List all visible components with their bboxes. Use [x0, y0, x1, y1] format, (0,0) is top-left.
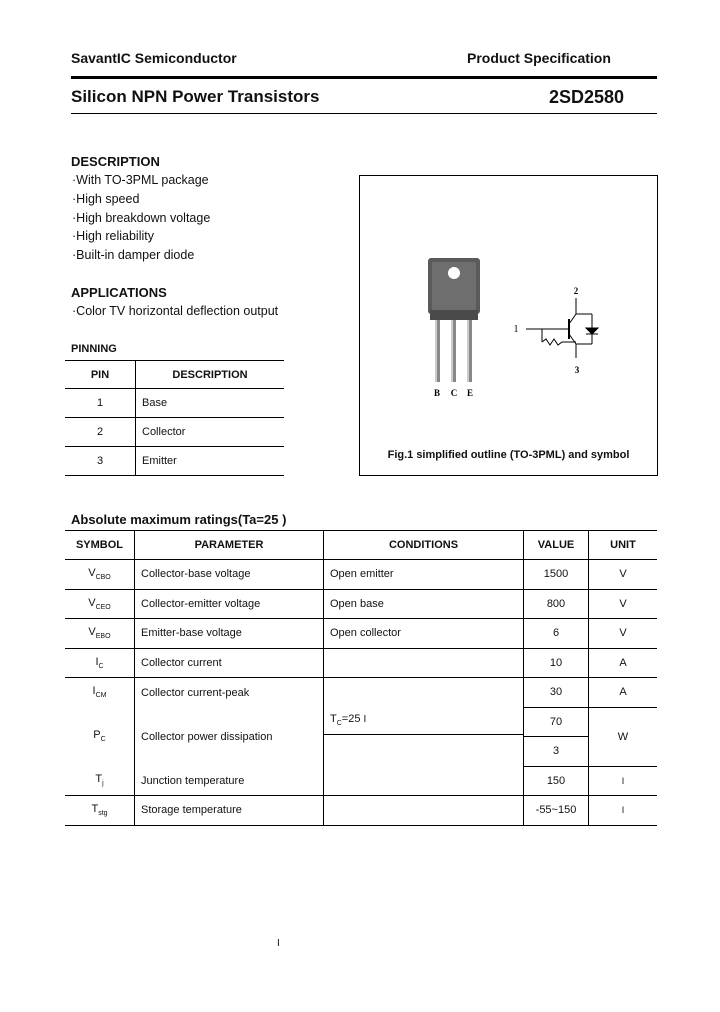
transistor-symbol: [526, 298, 598, 358]
package-outline-image: [360, 176, 657, 426]
unit-cell: V: [589, 619, 658, 649]
page-mark: I: [277, 938, 280, 949]
pinning-heading: PINNING: [71, 343, 117, 355]
conditions-cell: [324, 796, 524, 826]
symbol-label-emitter: 3: [574, 365, 580, 375]
feature-item: ·High speed: [72, 192, 140, 206]
column-header: SYMBOL: [65, 531, 135, 560]
unit-cell: I: [589, 766, 658, 796]
pin-number: 3: [65, 447, 136, 476]
symbol-cell: $I_C$: [65, 648, 135, 678]
value-cell: 30: [524, 678, 589, 708]
feature-item: ·Built-in damper diode: [72, 248, 195, 262]
lead-label-b: B: [433, 388, 441, 398]
parameter-cell: Storage temperature: [135, 796, 324, 826]
header-rule-top: [71, 76, 657, 79]
feature-item: ·With TO-3PML package: [72, 173, 209, 187]
table-row: [65, 678, 657, 708]
value-cell: 150: [524, 766, 589, 796]
symbol-label-collector: 2: [573, 286, 579, 296]
value-cell: 10: [524, 648, 589, 678]
application-item: ·Color TV horizontal deflection output: [72, 304, 279, 318]
value-cell: 1500: [524, 560, 589, 590]
symbol-label-base: 1: [513, 324, 519, 335]
value-cell: 3: [524, 737, 589, 767]
table-row: [65, 589, 657, 619]
value-cell: -55~150: [524, 796, 589, 826]
description-heading: DESCRIPTION: [71, 154, 160, 169]
unit-cell: W: [589, 707, 658, 766]
value-cell: 6: [524, 619, 589, 649]
pin-description: Base: [136, 389, 285, 418]
unit-cell: A: [589, 678, 658, 708]
product-title: Silicon NPN Power Transistors: [71, 87, 320, 106]
table-header-row: [65, 531, 657, 560]
company-name: SavantIC Semiconductor: [71, 50, 237, 66]
column-header: VALUE: [524, 531, 589, 560]
figure-box: [359, 175, 658, 476]
column-header: DESCRIPTION: [136, 361, 285, 389]
table-row: [65, 389, 284, 418]
ratings-title: Absolute maximum ratings(Ta=25 ): [71, 512, 287, 527]
column-header: PARAMETER: [135, 531, 324, 560]
table-row: [65, 796, 657, 826]
document-type: Product Specification: [467, 50, 611, 66]
table-header-row: [65, 361, 284, 389]
conditions-cell: Open collector: [324, 619, 524, 649]
figure-caption: Fig.1 simplified outline (TO-3PML) and symbol: [387, 449, 630, 461]
pinning-table: [65, 360, 284, 476]
symbol-cell: $P_C$: [65, 707, 135, 766]
unit-cell: I: [589, 796, 658, 826]
table-row: [65, 560, 657, 590]
lead-label-e: E: [466, 388, 474, 398]
pin-description: Emitter: [136, 447, 285, 476]
symbol-cell: $V_{CBO}$: [65, 560, 135, 590]
symbol-cell: $T_j$: [65, 766, 135, 796]
parameter-cell: Junction temperature: [135, 766, 324, 796]
parameter-cell: Collector current-peak: [135, 678, 324, 708]
unit-cell: V: [589, 589, 658, 619]
pin-number: 2: [65, 418, 136, 447]
symbol-cell: $V_{EBO}$: [65, 619, 135, 649]
mounting-hole: [448, 267, 460, 279]
parameter-cell: Collector current: [135, 648, 324, 678]
symbol-cell: $V_{CEO}$: [65, 589, 135, 619]
unit-cell: V: [589, 560, 658, 590]
feature-item: ·High breakdown voltage: [72, 211, 211, 225]
column-header: PIN: [65, 361, 136, 389]
feature-item: ·High reliability: [72, 229, 154, 243]
pin-number: 1: [65, 389, 136, 418]
symbol-cell: $I_{CM}$: [65, 678, 135, 708]
conditions-cell: [324, 648, 524, 678]
unit-cell: A: [589, 648, 658, 678]
value-cell: 70: [524, 707, 589, 737]
column-header: CONDITIONS: [324, 531, 524, 560]
conditions-cell-merged: [324, 678, 524, 796]
symbol-cell: $T_{stg}$: [65, 796, 135, 826]
column-header: UNIT: [589, 531, 658, 560]
lead-label-c: C: [450, 388, 458, 398]
parameter-cell: Collector power dissipation: [135, 707, 324, 766]
parameter-cell: Collector-base voltage: [135, 560, 324, 590]
table-row: [65, 418, 284, 447]
tc-condition: $T_C=25$ I: [324, 706, 523, 735]
pin-description: Collector: [136, 418, 285, 447]
table-row: [65, 447, 284, 476]
conditions-cell: Open base: [324, 589, 524, 619]
header-rule-bottom: [71, 113, 657, 114]
parameter-cell: Collector-emitter voltage: [135, 589, 324, 619]
parameter-cell: Emitter-base voltage: [135, 619, 324, 649]
value-cell: 800: [524, 589, 589, 619]
table-row: [65, 648, 657, 678]
applications-heading: APPLICATIONS: [71, 285, 167, 300]
conditions-cell: Open emitter: [324, 560, 524, 590]
ratings-table: [65, 530, 657, 826]
part-number: 2SD2580: [549, 87, 625, 107]
table-row: [65, 619, 657, 649]
